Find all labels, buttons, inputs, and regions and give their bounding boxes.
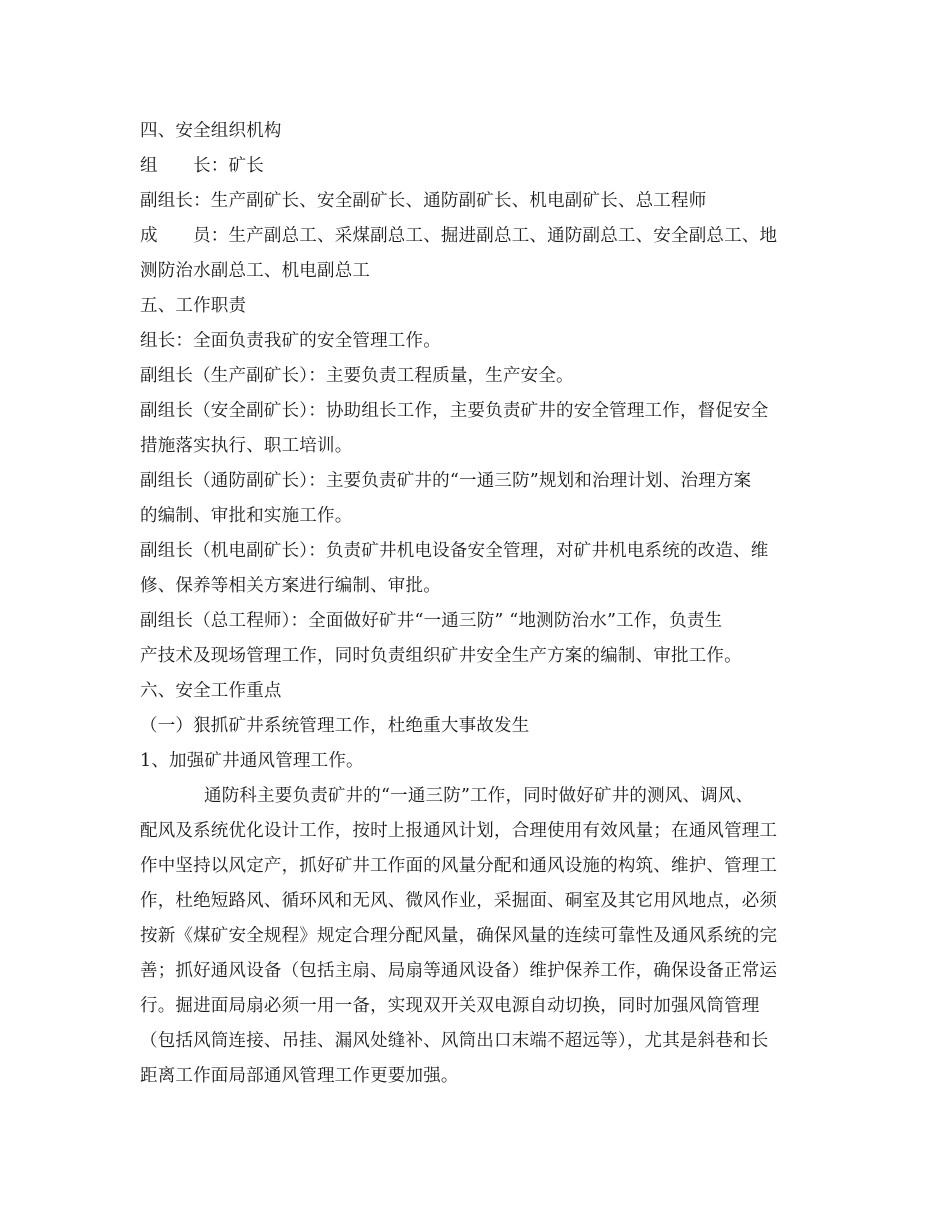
text-line: 修、保养等相关方案进行编制、审批。: [140, 576, 441, 596]
text-line: 副组长（安全副矿长）：协助组长工作，主要负责矿井的安全管理工作，督促安全: [140, 401, 769, 421]
text-line: 成 员：生产副总工、采煤副总工、掘进副总工、通防副总工、安全副总工、地: [140, 226, 778, 246]
text-line: 副组长（通防副矿长）：主要负责矿井的“一通三防”规划和治理计划、治理方案: [140, 471, 752, 491]
text-line: 距离工作面局部通风管理工作更要加强。: [140, 1066, 459, 1086]
section-heading-organization: 四、安全组织机构: [140, 121, 282, 141]
section-heading-duties: 五、工作职责: [140, 296, 247, 316]
text-line: 组长：全面负责我矿的安全管理工作。: [140, 331, 441, 351]
text-line: 按新《煤矿安全规程》规定合理分配风量，确保风量的连续可靠性及通风系统的完: [140, 926, 778, 946]
text-line: 组 长：矿长: [140, 156, 264, 176]
text-line: 副组长：生产副矿长、安全副矿长、通防副矿长、机电副矿长、总工程师: [140, 191, 707, 211]
text-line: 副组长（总工程师）：全面做好矿井“一通三防” “地测防治水”工作，负责生: [140, 611, 723, 631]
text-line: 作，杜绝短路风、循环风和无风、微风作业，采掘面、硐室及其它用风地点，必须: [140, 891, 778, 911]
text-line: 产技术及现场管理工作，同时负责组织矿井安全生产方案的编制、审批工作。: [140, 646, 742, 666]
text-line: 的编制、审批和实施工作。: [140, 506, 353, 526]
text-line: （包括风筒连接、吊挂、漏风处缝补、风筒出口末端不超远等），尤其是斜巷和长: [140, 1031, 769, 1051]
section-heading-key-points: 六、安全工作重点: [140, 681, 282, 701]
text-line: 措施落实执行、职工培训。: [140, 436, 353, 456]
text-line: 副组长（机电副矿长）：负责矿井机电设备安全管理，对矿井机电系统的改造、维: [140, 541, 769, 561]
text-line: 善；抓好通风设备（包括主扇、局扇等通风设备）维护保养工作，确保设备正常运: [140, 961, 778, 981]
text-line: 行。掘进面局扇必须一用一备，实现双开关双电源自动切换，同时加强风筒管理: [140, 996, 760, 1016]
item-heading: 1、加强矿井通风管理工作。: [140, 751, 364, 771]
document-body: [140, 114, 812, 1094]
subsection-heading: （一）狠抓矿井系统管理工作，杜绝重大事故发生: [140, 716, 530, 736]
text-line: 配风及系统优化设计工作，按时上报通风计划，合理使用有效风量；在通风管理工: [140, 821, 778, 841]
text-line: 测防治水副总工、机电副总工: [140, 261, 371, 281]
paragraph-first-line: 通防科主要负责矿井的“一通三防”工作，同时做好矿井的测风、调风、: [204, 786, 754, 806]
text-line: 副组长（生产副矿长）：主要负责工程质量，生产安全。: [140, 366, 574, 386]
text-line: 作中坚持以风定产，抓好矿井工作面的风量分配和通风设施的构筑、维护、管理工: [140, 856, 778, 876]
